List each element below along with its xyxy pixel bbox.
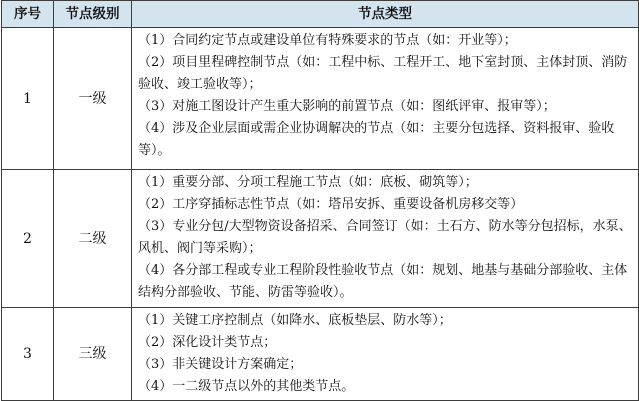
row-number: 3 xyxy=(2,308,54,401)
list-item: （4）涉及企业层面或需企业协调解决的节点（如：主要分包选择、资料报审、验收等）。 xyxy=(138,121,615,158)
list-item: （3）专业分包/大型物资设备招采、合同签订（如：土石方、防水等分包招标，水泵、风机、阀门等采购）； xyxy=(138,219,632,256)
list-item: （2）工序穿插标志性节点（如：塔吊安拆、重要设备机房移交等） xyxy=(138,197,524,212)
list-item: （1）关键工序控制点（如降水、底板垫层、防水等）； xyxy=(138,313,452,328)
list-item: （4）各分部工程或专业工程阶段性验收节点（如：规划、地基与基础分部验收、主体结构分部验收、节能、防雷等验收）。 xyxy=(138,263,628,300)
list-item: （3）非关键设计方案确定； xyxy=(138,357,303,372)
header-type: 节点类型 xyxy=(132,1,639,28)
node-level-table xyxy=(1,0,639,401)
row-number: 2 xyxy=(2,170,54,308)
table-row xyxy=(2,308,639,401)
row-level: 三级 xyxy=(54,308,132,401)
row-items xyxy=(132,308,639,401)
list-item: （2）项目里程碑控制节点（如：工程中标、工程开工、地下室封顶、主体封顶、消防验收、竣工验收等）； xyxy=(138,55,628,92)
row-level: 一级 xyxy=(54,28,132,170)
header-no: 序号 xyxy=(2,1,54,28)
row-items xyxy=(132,28,639,170)
table-row xyxy=(2,170,639,308)
list-item: （1）重要分部、分项工程施工节点（如：底板、砌筑等）； xyxy=(138,175,478,190)
list-item: （2）深化设计类节点； xyxy=(138,335,277,350)
list-item: （4）一二级节点以外的其他类节点。 xyxy=(138,379,355,394)
header-row xyxy=(2,1,639,28)
row-items xyxy=(132,170,639,308)
row-level: 二级 xyxy=(54,170,132,308)
table-row xyxy=(2,28,639,170)
header-level: 节点级别 xyxy=(54,1,132,28)
list-item: （1）合同约定节点或建设单位有特殊要求的节点（如：开业等）； xyxy=(138,33,517,48)
row-number: 1 xyxy=(2,28,54,170)
list-item: （3）对施工图设计产生重大影响的前置节点（如：图纸评审、报审等）； xyxy=(138,99,556,114)
